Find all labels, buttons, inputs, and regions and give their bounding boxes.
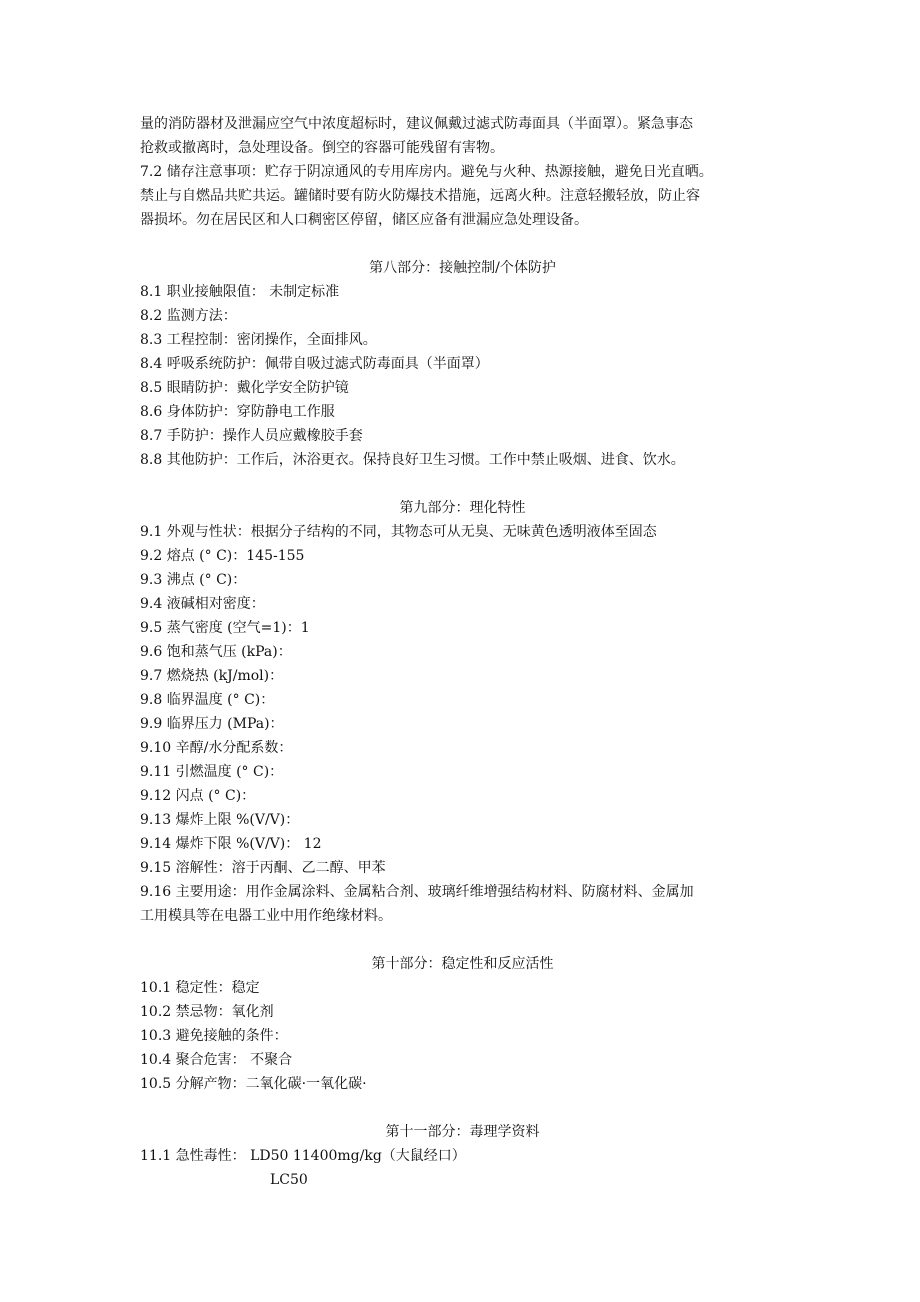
section9-item: 9.7 燃烧热 (kJ/mol)： [140,668,284,684]
section9-item: 9.3 沸点 (° C)： [140,572,247,588]
spacer [140,928,785,952]
storage-line: 禁止与自燃品共贮共运。罐储时要有防火防爆技术措施，远离火种。注意轻搬轻放，防止容 [140,188,700,204]
section9-usage-line: 9.16 主要用途：用作金属涂料、金属粘合剂、玻璃纤维增强结构材料、防腐材料、金属加 [140,884,694,900]
section9-item: 9.14 爆炸下限 %(V/V)： 12 [140,836,322,852]
storage-line: 7.2 储存注意事项：贮存于阴凉通风的专用库房内。避免与火种、热源接触，避免日光直晒。 [140,164,713,180]
section9-item: 9.8 临界温度 (° C)： [140,692,275,708]
section9-item: 9.12 闪点 (° C)： [140,788,256,804]
section-heading-8: 第八部分：接触控制/个体防护 [369,260,556,276]
section9-item: 9.6 饱和蒸气压 (kPa)： [140,644,292,660]
intro-line: 抢救或撤离时，急处理设备。倒空的容器可能残留有害物。 [140,140,504,156]
section10-item: 10.3 避免接触的条件： [140,1028,288,1044]
section9-item: 9.15 溶解性：溶于丙酮、乙二醇、甲苯 [140,860,386,876]
section-heading-9: 第九部分：理化特性 [399,500,526,516]
section9-item: 9.13 爆炸上限 %(V/V)： [140,812,300,828]
section9-item: 9.1 外观与性状：根据分子结构的不同，其物态可从无臭、无味黄色透明液体至固态 [140,524,657,540]
section9-item: 9.4 液碱相对密度： [140,596,265,612]
spacer [140,232,785,256]
section8-item: 8.3 工程控制：密闭操作，全面排风。 [140,332,377,348]
section9-usage-line: 工用模具等在电器工业中用作绝缘材料。 [140,908,392,924]
section8-item: 8.2 监测方法： [140,308,237,324]
section9-item: 9.9 临界压力 (MPa)： [140,716,284,732]
section11-item: 11.1 急性毒性： LD50 11400mg/kg（大鼠经口） [140,1148,466,1164]
section9-item: 9.11 引燃温度 (° C)： [140,764,284,780]
section9-item: 9.2 熔点 (° C)：145-155 [140,548,305,564]
section8-item: 8.5 眼睛防护：戴化学安全防护镜 [140,380,349,396]
section8-item: 8.6 身体防护：穿防静电工作服 [140,404,335,420]
section10-item: 10.4 聚合危害： 不聚合 [140,1052,293,1068]
section10-item: 10.5 分解产物：二氧化碳·一氧化碳· [140,1076,367,1092]
section8-item: 8.7 手防护：操作人员应戴橡胶手套 [140,428,363,444]
section9-item: 9.10 辛醇/水分配系数： [140,740,293,756]
spacer [140,472,785,496]
section8-item: 8.1 职业接触限值： 未制定标准 [140,284,340,300]
section8-item: 8.8 其他防护：工作后，沐浴更衣。保持良好卫生习惯。工作中禁止吸烟、进食、饮水。 [140,452,685,468]
section8-item: 8.4 呼吸系统防护：佩带自吸过滤式防毒面具（半面罩） [140,356,489,372]
section10-item: 10.1 稳定性：稳定 [140,980,260,996]
section-heading-11: 第十一部分：毒理学资料 [385,1124,540,1140]
spacer [140,1096,785,1120]
section10-item: 10.2 禁忌物：氧化剂 [140,1004,274,1020]
section9-item: 9.5 蒸气密度 (空气=1)：1 [140,620,310,636]
document-body [140,112,785,1192]
section11-item-continuation: LC50 [270,1172,308,1188]
intro-line: 量的消防器材及泄漏应空气中浓度超标时，建议佩戴过滤式防毒面具（半面罩）。紧急事态 [140,116,693,132]
storage-line: 器损坏。勿在居民区和人口稠密区停留，储区应备有泄漏应急处理设备。 [140,212,588,228]
section-heading-10: 第十部分：稳定性和反应活性 [371,956,554,972]
